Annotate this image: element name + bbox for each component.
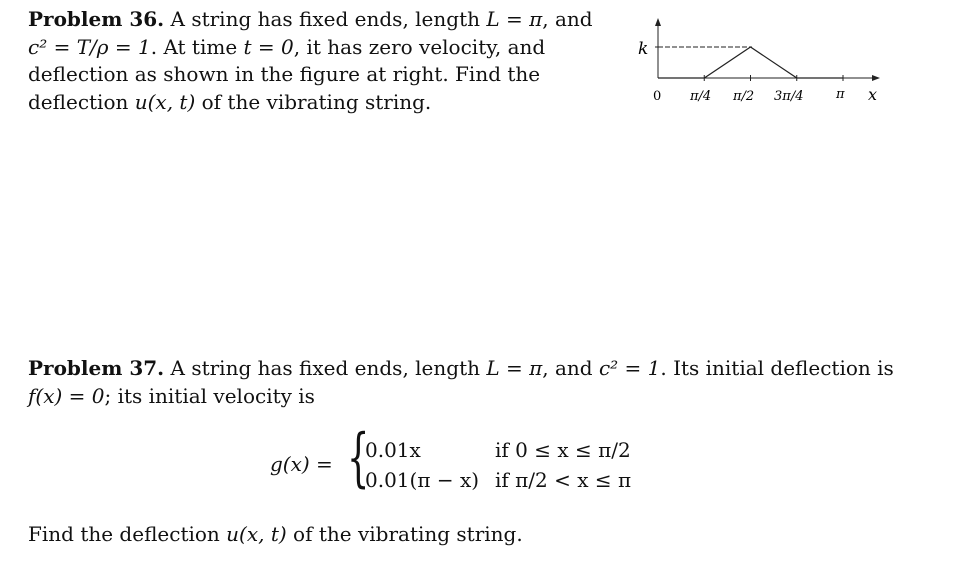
equation-lhs: g(x) = [270, 452, 333, 476]
left-brace: { [347, 421, 370, 495]
p36-text-5: of the vibrating string. [195, 89, 432, 114]
p37-math-1: L = π [486, 356, 543, 380]
problem-36-label: Problem 36. [28, 7, 165, 31]
x-axis-arrow [872, 75, 880, 81]
velocity-equation [270, 421, 690, 500]
find-text-1: Find the deflection [28, 522, 227, 546]
p36-text-1: A string has fixed ends, length [164, 7, 487, 31]
tick-label-pi: π [836, 87, 845, 102]
p37-math-3: f(x) = 0 [28, 383, 105, 408]
tick-label-3pi-4: 3π/4 [774, 89, 804, 104]
k-label: k [638, 39, 649, 59]
case-2-condition: if π/2 < x ≤ π [495, 468, 632, 492]
p36-text-2: , and [542, 7, 593, 31]
tick-label-pi-4: π/4 [690, 89, 712, 104]
deflection-figure [628, 12, 898, 112]
p36-math-1: L = π [486, 7, 543, 31]
p36-math-3: t = 0 [243, 34, 294, 59]
p37-text-2: , and [542, 356, 599, 380]
x-axis-label: x [868, 85, 878, 104]
deflection-profile [658, 47, 843, 78]
problem-37-text [28, 355, 908, 410]
problem-37-question [28, 522, 523, 546]
problem-37-label: Problem 37. [28, 356, 165, 380]
case-2-expression: 0.01(π − x) [365, 468, 480, 492]
problem-36-text [28, 6, 608, 116]
case-1-expression: 0.01x [365, 438, 421, 462]
p36-math-2: c² = T/ρ = 1 [28, 34, 151, 59]
p37-math-2: c² = 1 [598, 356, 661, 380]
p37-text-4: ; its initial velocity is [104, 383, 315, 408]
p36-text-4: , it has zero velocity, and deflection as shown in the figure at right. Find the deflection [28, 34, 546, 114]
find-math: u(x, t) [226, 522, 287, 546]
y-axis-arrow [655, 18, 661, 26]
case-1-condition: if 0 ≤ x ≤ π/2 [495, 438, 631, 462]
tick-label-0: 0 [653, 89, 662, 104]
find-text-2: of the vibrating string. [286, 522, 523, 546]
p37-text-1: A string has fixed ends, length [164, 356, 487, 380]
p36-text-3: . At time [150, 34, 244, 59]
tick-label-pi-2: π/2 [733, 89, 755, 104]
p36-math-4: u(x, t) [134, 89, 196, 114]
p37-text-3: . Its initial deflection is [660, 356, 894, 380]
